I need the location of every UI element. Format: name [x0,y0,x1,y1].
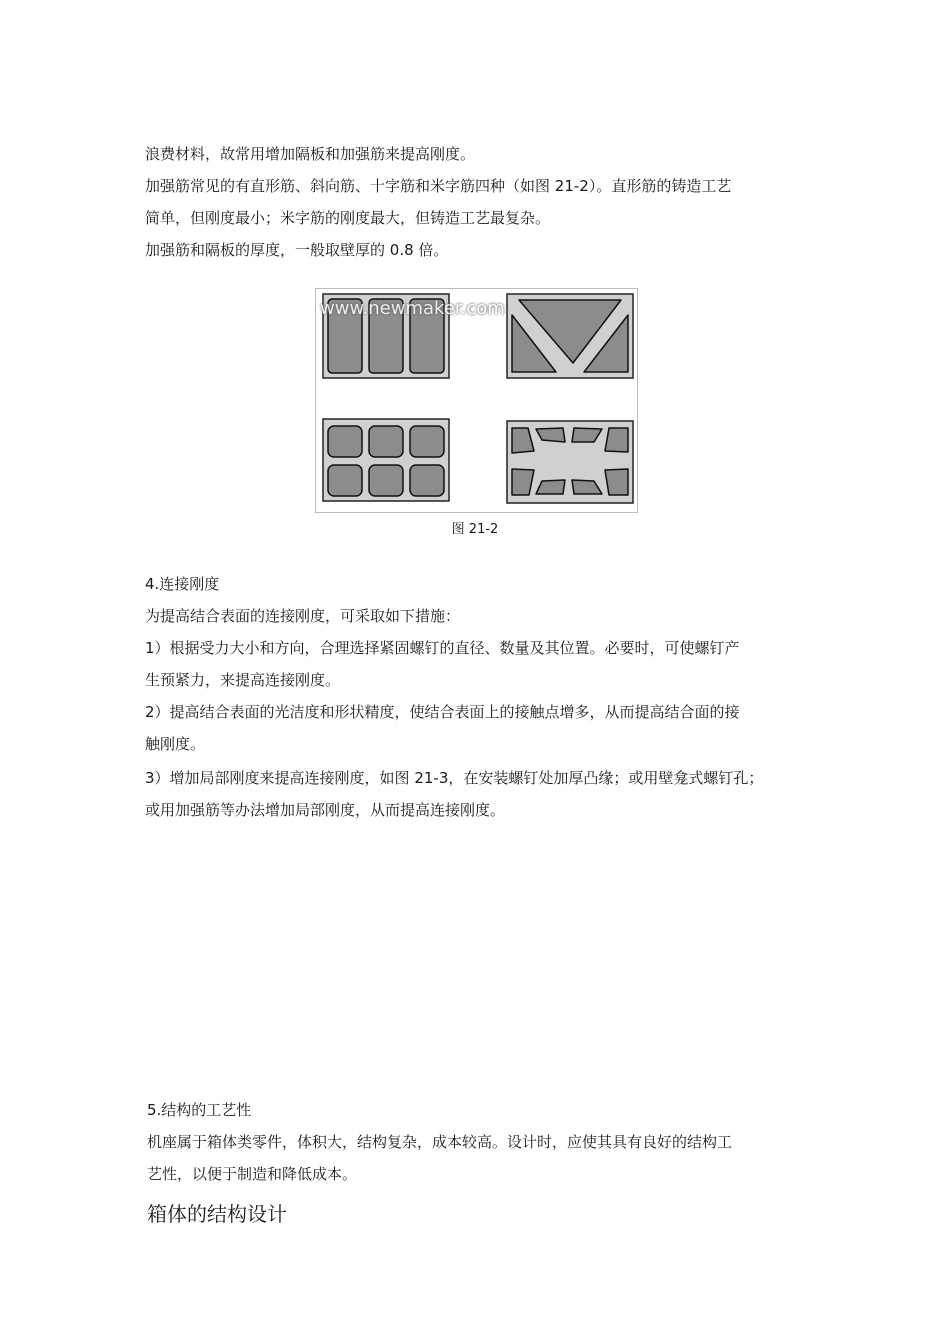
figure-caption: 图 21-2 [451,522,499,537]
list-item-3-line-2: 或用加强筋等办法增加局部刚度，从而提高连接刚度。 [145,801,506,819]
cross-rib-panel [323,419,449,501]
section-5-line-1: 机座属于箱体类零件，体积大，结构复杂，成本较高。设计时，应使其具有良好的结构工 [147,1133,733,1151]
list-item-1-line-2: 生预紧力，来提高连接刚度。 [145,671,341,689]
list-item-3-line-1: 3）增加局部刚度来提高连接刚度，如图 21-3，在安装螺钉处加厚凸缘；或用壁龛式螺钉孔； [145,769,764,787]
figure-21-2 [315,288,638,513]
rib-types-diagram [316,289,637,512]
paragraph-line: 加强筋常见的有直形筋、斜向筋、十字筋和米字筋四种（如图 21-2）。直形筋的铸造工艺 [145,177,732,195]
section-4-title: 4.连接刚度 [145,575,220,593]
list-item-1-line-1: 1）根据受力大小和方向，合理选择紧固螺钉的直径、数量及其位置。必要时，可使螺钉产 [145,639,740,657]
section-4-intro: 为提高结合表面的连接刚度，可采取如下措施： [145,607,461,625]
paragraph-line: 加强筋和隔板的厚度，一般取壁厚的 0.8 倍。 [145,241,449,259]
paragraph-line: 简单，但刚度最小；米字筋的刚度最大，但铸造工艺最复杂。 [145,209,551,227]
star-rib-panel [507,421,633,503]
list-item-2-line-2: 触刚度。 [145,735,206,753]
diagonal-rib-panel [507,294,633,378]
section-heading: 箱体的结构设计 [147,1202,287,1226]
section-5-title: 5.结构的工艺性 [147,1101,252,1119]
watermark-text: www.newmaker.com [320,298,505,319]
paragraph-line: 浪费材料，故常用增加隔板和加强筋来提高刚度。 [145,145,476,163]
section-5-line-2: 艺性，以便于制造和降低成本。 [147,1165,358,1183]
list-item-2-line-1: 2）提高结合表面的光洁度和形状精度，使结合表面上的接触点增多，从而提高结合面的接 [145,703,740,721]
